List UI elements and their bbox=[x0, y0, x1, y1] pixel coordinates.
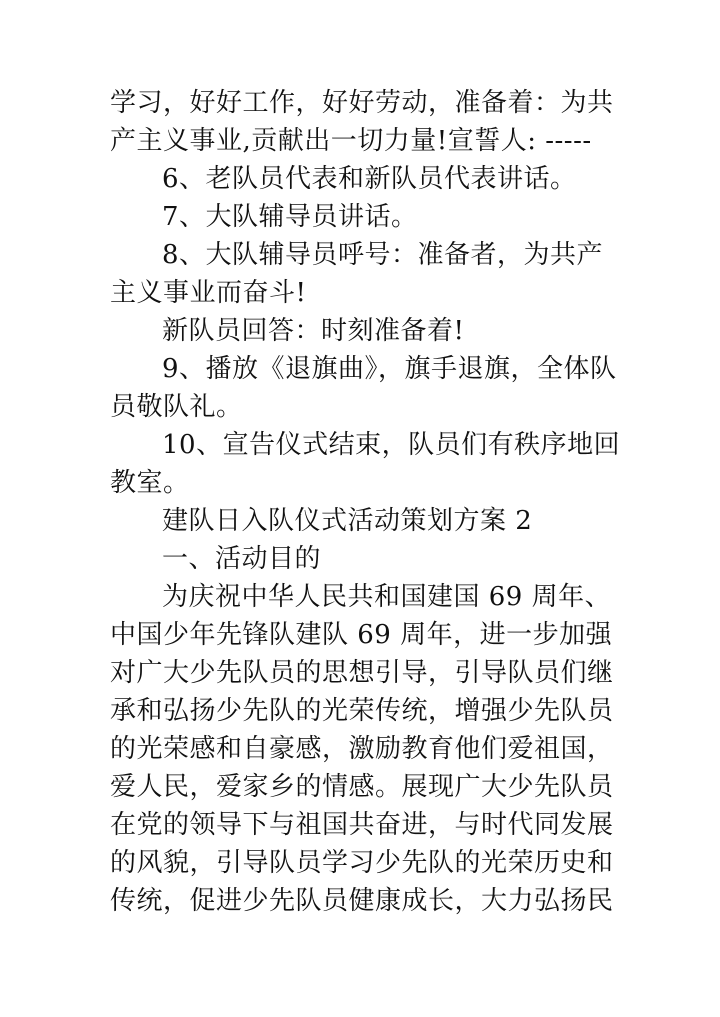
text-line: 学习，好好工作，好好劳动，准备着：为共 bbox=[110, 88, 614, 118]
text-line: 为庆祝中华人民共和国建国 69 周年、 bbox=[162, 582, 612, 612]
document-body bbox=[110, 84, 621, 920]
text-line: 的光荣感和自豪感，激励教育他们爱祖国， bbox=[110, 734, 614, 764]
text-line: 7、大队辅导员讲话。 bbox=[162, 202, 418, 232]
text-line: 传统，促进少先队员健康成长，大力弘扬民 bbox=[110, 886, 614, 916]
text-line: 9、播放《退旗曲》，旗手退旗，全体队 bbox=[162, 354, 617, 384]
text-line: 爱人民，爱家乡的情感。展现广大少先队员 bbox=[110, 772, 614, 802]
text-line: 新队员回答：时刻准备着! bbox=[162, 316, 465, 346]
text-line: 对广大少先队员的思想引导，引导队员们继 bbox=[110, 658, 614, 688]
text-line: 主义事业而奋斗! bbox=[110, 278, 307, 308]
text-line: 教室。 bbox=[110, 468, 190, 498]
text-line: 产主义事业,贡献出一切力量!宣誓人: ----- bbox=[110, 126, 592, 156]
section-heading: 一、活动目的 bbox=[162, 544, 322, 574]
section-title: 建队日入队仪式活动策划方案 2 bbox=[162, 506, 533, 536]
text-line: 10、宣告仪式结束，队员们有秩序地回 bbox=[162, 430, 621, 460]
text-line: 6、老队员代表和新队员代表讲话。 bbox=[162, 164, 577, 194]
text-line: 中国少年先锋队建队 69 周年，进一步加强 bbox=[110, 620, 613, 650]
text-line: 承和弘扬少先队的光荣传统，增强少先队员 bbox=[110, 696, 614, 726]
text-line: 在党的领导下与祖国共奋进，与时代同发展 bbox=[110, 810, 614, 840]
text-line: 8、大队辅导员呼号：准备者，为共产 bbox=[162, 240, 604, 270]
text-line: 员敬队礼。 bbox=[110, 392, 243, 422]
text-line: 的风貌，引导队员学习少先队的光荣历史和 bbox=[110, 848, 614, 878]
